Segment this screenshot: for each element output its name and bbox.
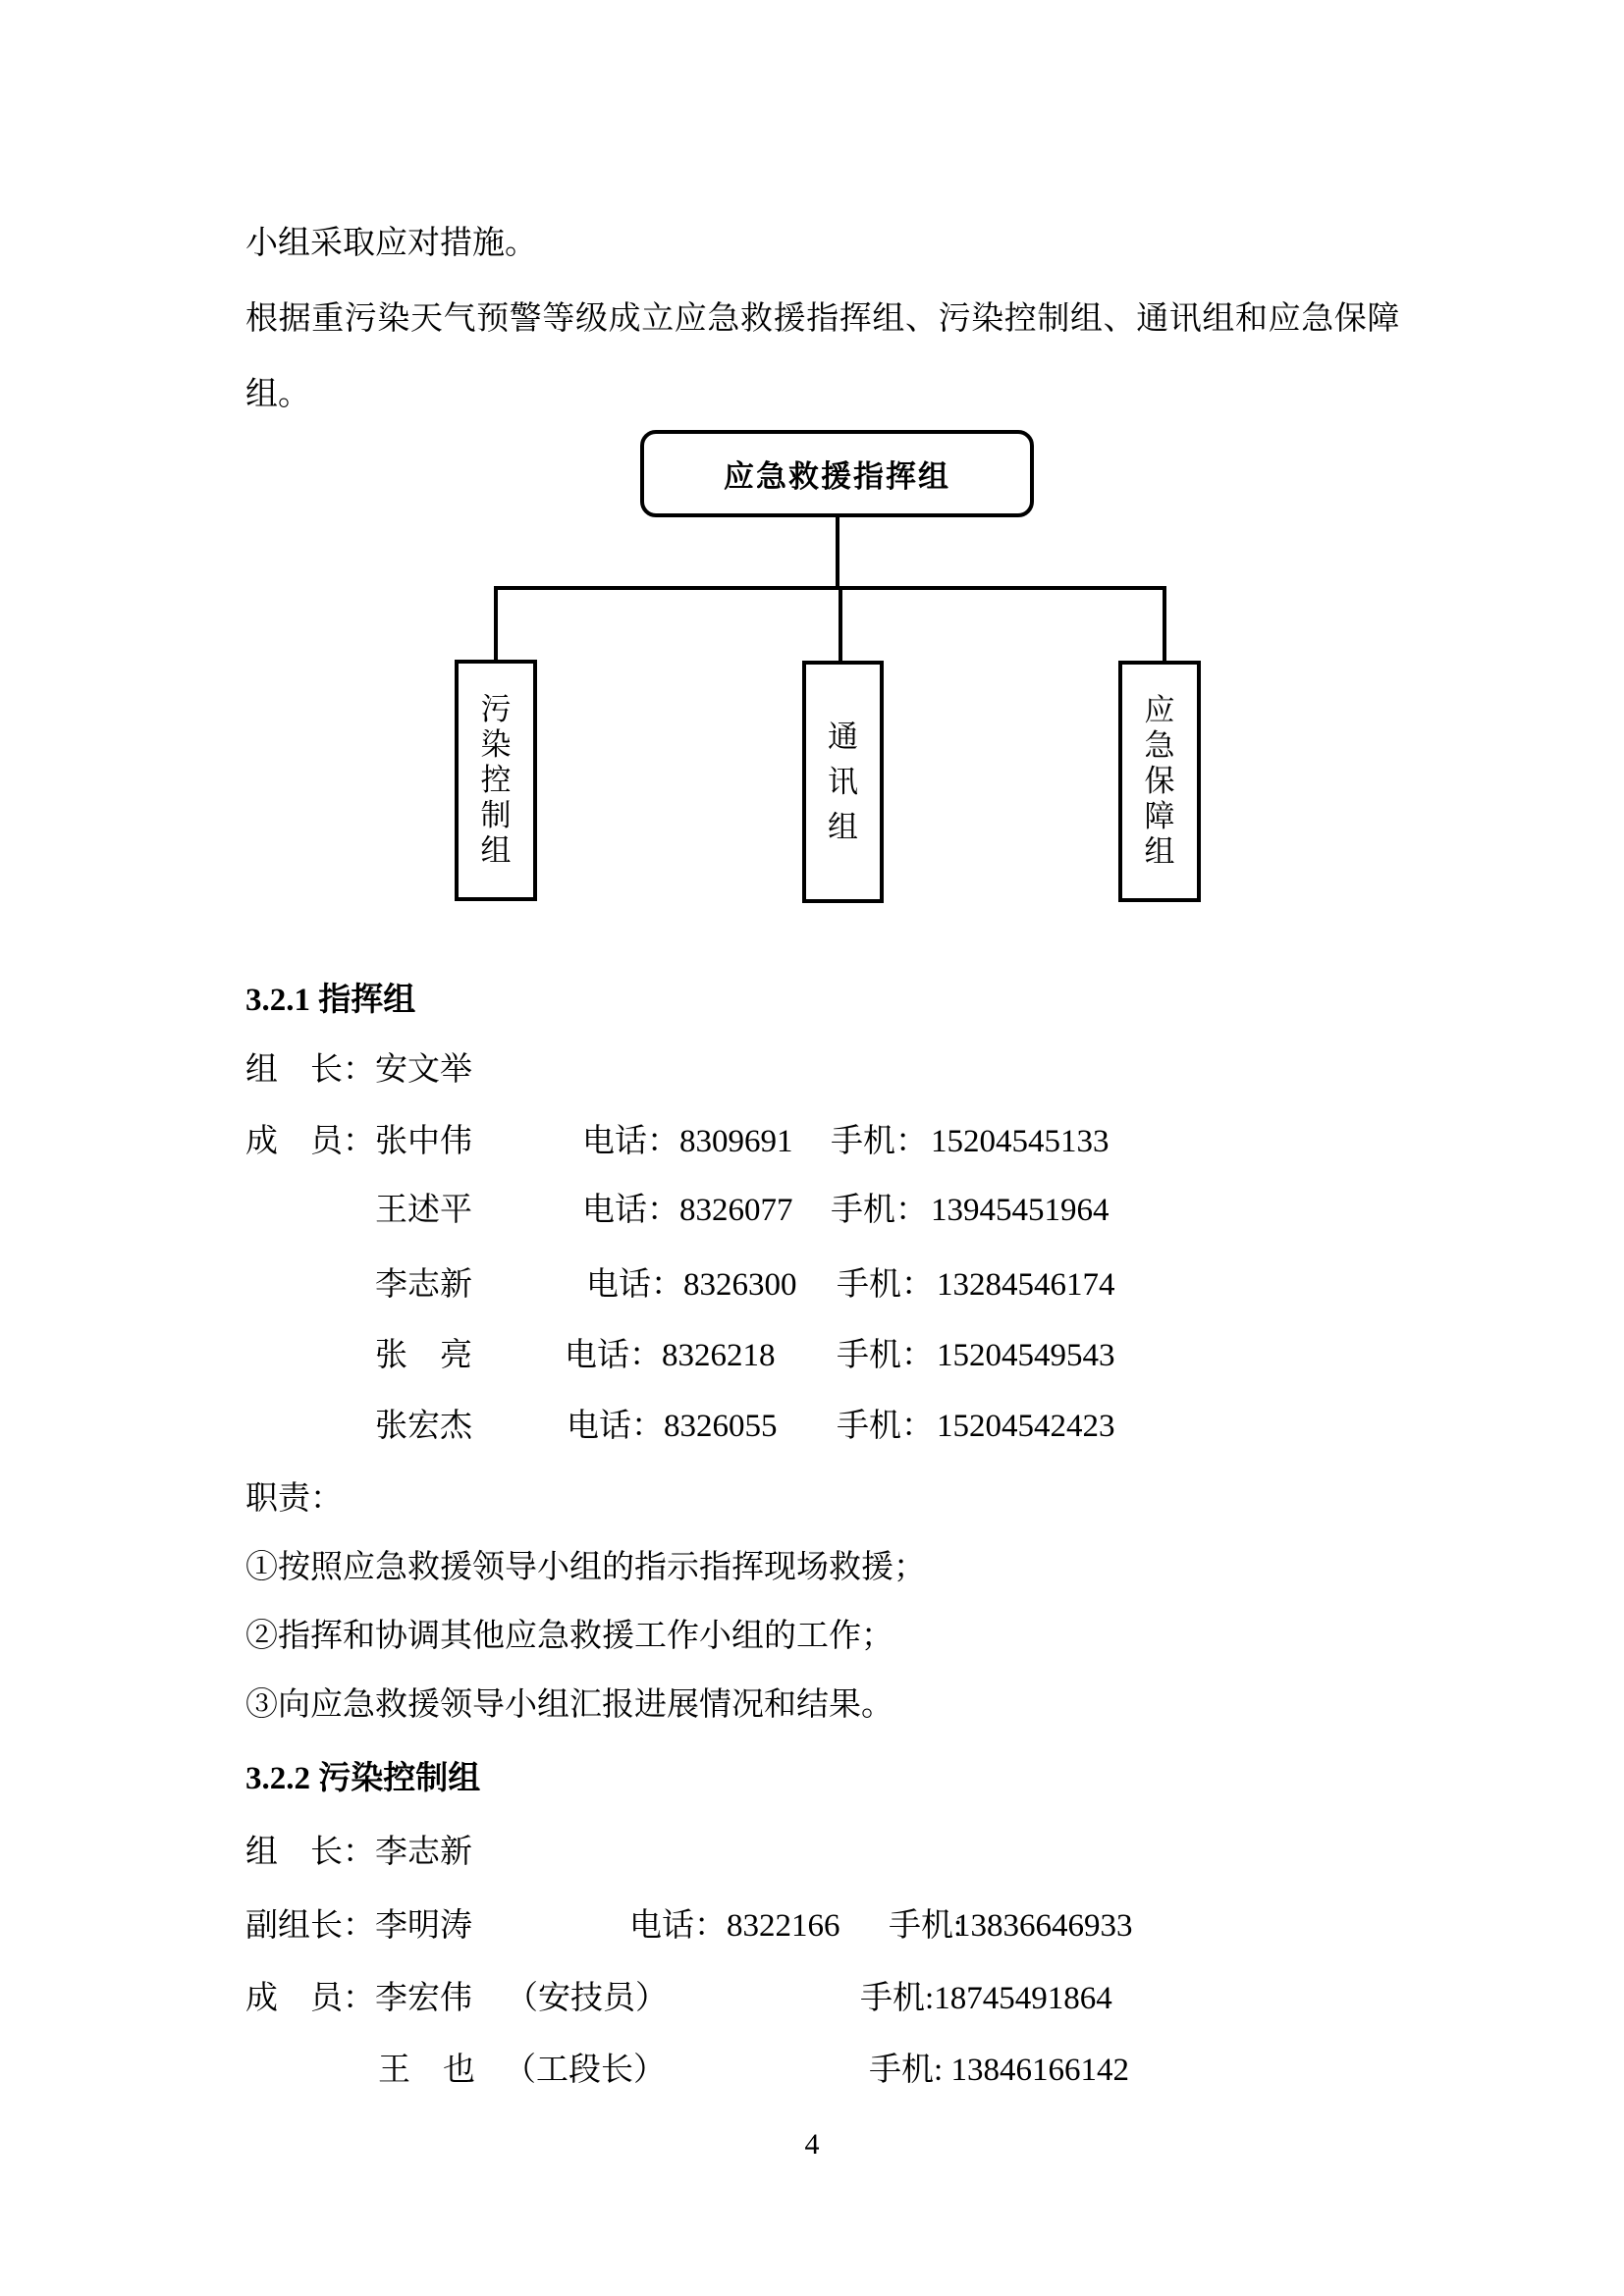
intro-line-2: 根据重污染天气预警等级成立应急救援指挥组、污染控制组、通讯组和应急保障	[245, 301, 1400, 337]
mobile-value: 13846166142	[935, 2053, 1129, 2088]
mobile-label: 手机：	[831, 1124, 928, 1159]
org-chart-child-label: 污染控制组	[480, 692, 512, 868]
intro-line-1: 小组采取应对措施。	[245, 226, 537, 261]
mobile-label: 手机:	[869, 2053, 944, 2088]
mobile-value: 13284546174	[937, 1267, 1115, 1303]
member-name: 王述平	[375, 1193, 472, 1228]
phone-label: 电话：	[565, 1338, 662, 1373]
org-chart-root-label: 应急救援指挥组	[724, 459, 950, 494]
org-chart-drop-line-left	[494, 586, 498, 662]
leader-name: 安文举	[375, 1052, 472, 1088]
page-number: 4	[804, 2128, 820, 2161]
phone-label: 电话：	[582, 1124, 679, 1159]
org-chart-child-label: 通讯组	[828, 719, 858, 844]
phone-value: 8326218	[662, 1338, 776, 1373]
mobile-value: 13836646933	[954, 1908, 1133, 1944]
phone-label: 电话：	[586, 1267, 683, 1303]
org-chart-child-box-pollution-control	[455, 660, 537, 901]
mobile-label: 手机：	[831, 1193, 928, 1228]
duty-item-2: ②指挥和协调其他应急救援工作小组的工作；	[245, 1619, 893, 1654]
role-label: 成 员：	[245, 1981, 375, 2016]
mobile-label: 手机：	[837, 1409, 934, 1444]
mobile-label: 手机：	[837, 1338, 934, 1373]
mobile-label: 手机:	[860, 1981, 935, 2016]
role-name: 李志新	[375, 1835, 472, 1870]
mobile-value: 18745491864	[926, 1981, 1112, 2016]
org-chart-horizontal-line	[495, 586, 1166, 590]
mobile-label: 手机：	[837, 1267, 934, 1303]
phone-label: 电话：	[582, 1193, 679, 1228]
duties-label: 职责：	[245, 1481, 343, 1517]
mobile-label: 手机:	[889, 1908, 963, 1944]
duty-item-1: ①按照应急救援领导小组的指示指挥现场救援；	[245, 1550, 926, 1585]
section-322-heading: 3.2.2 污染控制组	[245, 1761, 481, 1796]
phone-value: 8309691	[679, 1124, 793, 1159]
mobile-value: 15204549543	[937, 1338, 1115, 1373]
role-label: 副组长：	[245, 1908, 375, 1944]
org-chart-root-box	[640, 430, 1034, 517]
member-name: 张中伟	[375, 1124, 472, 1159]
member-label: 成 员：	[245, 1124, 375, 1159]
org-chart-child-box-communication	[802, 661, 884, 903]
role-label: 组 长：	[245, 1835, 375, 1870]
section-321-heading: 3.2.1 指挥组	[245, 983, 416, 1018]
role-name: 李宏伟	[375, 1981, 472, 2016]
mobile-value: 15204545133	[931, 1124, 1110, 1159]
mobile-value: 13945451964	[931, 1193, 1110, 1228]
member-name: 李志新	[375, 1267, 472, 1303]
org-chart-drop-line-right	[1163, 586, 1166, 663]
phone-value: 8322166	[727, 1908, 840, 1944]
org-chart-drop-line-middle	[839, 586, 842, 663]
role-title: （安技员）	[506, 1981, 668, 2016]
duty-item-3: ③向应急救援领导小组汇报进展情况和结果。	[245, 1687, 893, 1723]
intro-line-3: 组。	[245, 377, 310, 412]
org-chart-child-label: 应急保障组	[1144, 693, 1175, 869]
phone-label: 电话：	[567, 1409, 664, 1444]
phone-label: 电话：	[629, 1908, 727, 1944]
phone-value: 8326055	[664, 1409, 778, 1444]
role-name: 李明涛	[375, 1908, 472, 1944]
mobile-value: 15204542423	[937, 1409, 1115, 1444]
phone-value: 8326300	[683, 1267, 797, 1303]
leader-label: 组 长：	[245, 1052, 375, 1088]
role-title: （工段长）	[504, 2053, 666, 2088]
phone-value: 8326077	[679, 1193, 793, 1228]
role-name: 王 也	[378, 2053, 475, 2088]
member-name: 张 亮	[375, 1338, 472, 1373]
org-chart-stem-line	[836, 517, 839, 590]
org-chart-child-box-emergency-support	[1118, 661, 1201, 902]
member-name: 张宏杰	[375, 1409, 472, 1444]
